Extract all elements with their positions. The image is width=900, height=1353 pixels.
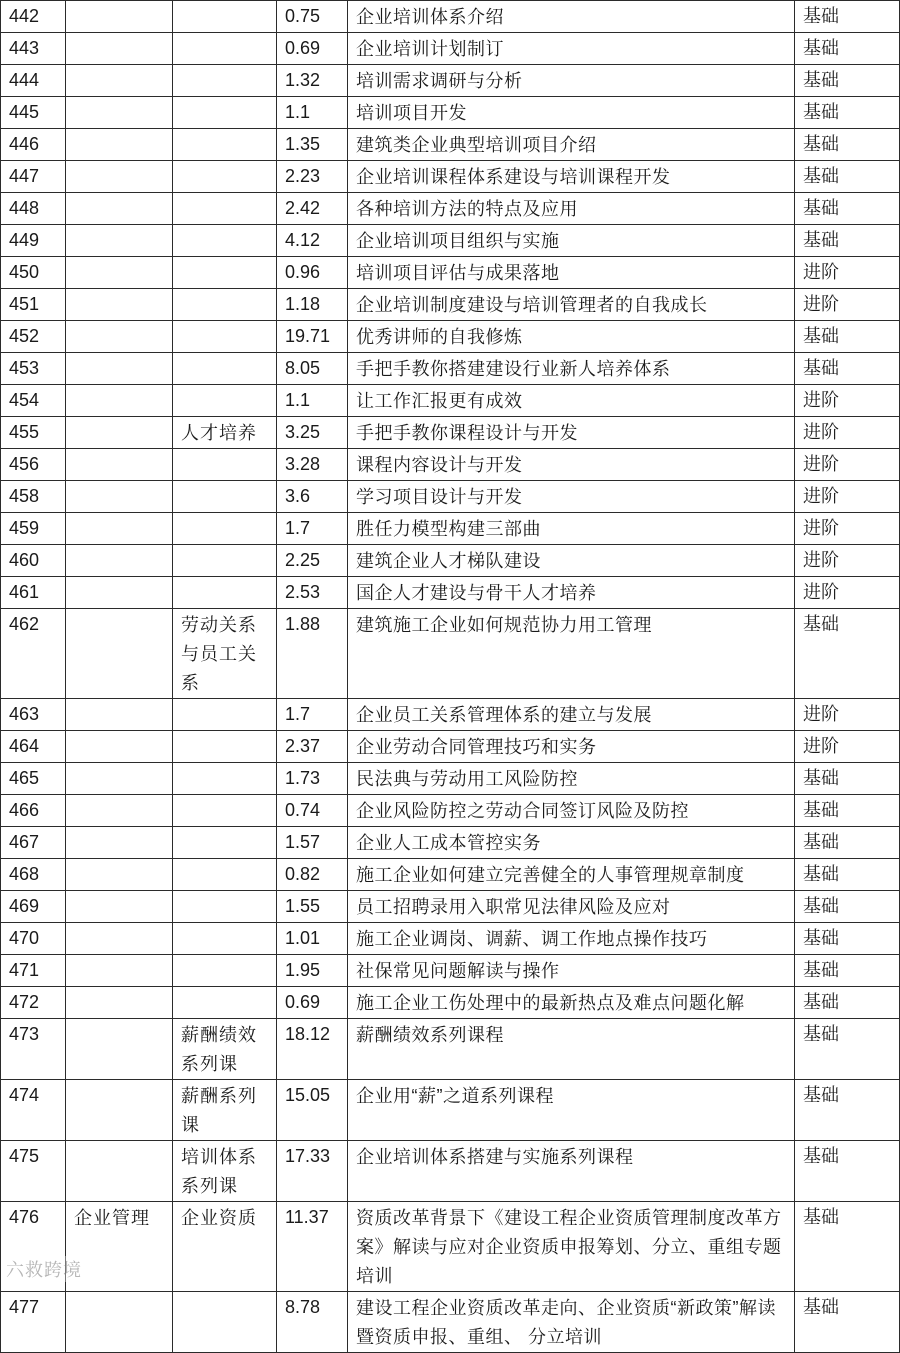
course-title-cell: 培训项目评估与成果落地 bbox=[348, 257, 795, 289]
row-id-cell: 444 bbox=[1, 65, 66, 97]
subcategory-cell bbox=[173, 161, 277, 193]
table-row bbox=[1, 33, 900, 65]
hours-cell: 1.32 bbox=[277, 65, 348, 97]
subcategory-cell bbox=[173, 257, 277, 289]
level-cell: 基础 bbox=[795, 955, 900, 987]
category-cell bbox=[66, 257, 173, 289]
hours-cell: 11.37 bbox=[277, 1202, 348, 1292]
table-row bbox=[1, 955, 900, 987]
category-cell bbox=[66, 1141, 173, 1202]
course-title-cell: 社保常见问题解读与操作 bbox=[348, 955, 795, 987]
category-cell bbox=[66, 129, 173, 161]
subcategory-cell bbox=[173, 955, 277, 987]
table-row bbox=[1, 1141, 900, 1202]
category-cell bbox=[66, 161, 173, 193]
level-cell: 基础 bbox=[795, 193, 900, 225]
hours-cell: 1.35 bbox=[277, 129, 348, 161]
row-id-cell: 443 bbox=[1, 33, 66, 65]
course-title-cell: 学习项目设计与开发 bbox=[348, 481, 795, 513]
hours-cell: 1.88 bbox=[277, 609, 348, 699]
subcategory-cell bbox=[173, 891, 277, 923]
row-id-cell: 469 bbox=[1, 891, 66, 923]
table-row bbox=[1, 1, 900, 33]
hours-cell: 1.7 bbox=[277, 699, 348, 731]
hours-cell: 2.23 bbox=[277, 161, 348, 193]
table-row bbox=[1, 1080, 900, 1141]
course-title-cell: 企业培训体系介绍 bbox=[348, 1, 795, 33]
category-cell bbox=[66, 859, 173, 891]
table-row bbox=[1, 353, 900, 385]
hours-cell: 1.55 bbox=[277, 891, 348, 923]
row-id-cell: 445 bbox=[1, 97, 66, 129]
hours-cell: 17.33 bbox=[277, 1141, 348, 1202]
hours-cell: 3.25 bbox=[277, 417, 348, 449]
table-row bbox=[1, 385, 900, 417]
course-title-cell: 企业培训制度建设与培训管理者的自我成长 bbox=[348, 289, 795, 321]
hours-cell: 0.96 bbox=[277, 257, 348, 289]
hours-cell: 1.1 bbox=[277, 97, 348, 129]
hours-cell: 0.69 bbox=[277, 987, 348, 1019]
level-cell: 进阶 bbox=[795, 481, 900, 513]
category-cell bbox=[66, 1, 173, 33]
subcategory-cell bbox=[173, 129, 277, 161]
category-cell bbox=[66, 417, 173, 449]
hours-cell: 2.53 bbox=[277, 577, 348, 609]
course-title-cell: 手把手教你课程设计与开发 bbox=[348, 417, 795, 449]
table-row bbox=[1, 1202, 900, 1292]
course-title-cell: 企业培训项目组织与实施 bbox=[348, 225, 795, 257]
row-id-cell: 447 bbox=[1, 161, 66, 193]
table-row bbox=[1, 763, 900, 795]
hours-cell: 0.75 bbox=[277, 1, 348, 33]
level-cell: 进阶 bbox=[795, 545, 900, 577]
row-id-cell: 460 bbox=[1, 545, 66, 577]
row-id-cell: 477 bbox=[1, 1292, 66, 1353]
hours-cell: 1.57 bbox=[277, 827, 348, 859]
category-cell bbox=[66, 353, 173, 385]
level-cell: 基础 bbox=[795, 1, 900, 33]
level-cell: 基础 bbox=[795, 859, 900, 891]
level-cell: 进阶 bbox=[795, 513, 900, 545]
table-row bbox=[1, 1019, 900, 1080]
subcategory-cell bbox=[173, 1, 277, 33]
row-id-cell: 446 bbox=[1, 129, 66, 161]
hours-cell: 15.05 bbox=[277, 1080, 348, 1141]
level-cell: 进阶 bbox=[795, 449, 900, 481]
category-cell bbox=[66, 481, 173, 513]
category-cell bbox=[66, 33, 173, 65]
course-title-cell: 施工企业如何建立完善健全的人事管理规章制度 bbox=[348, 859, 795, 891]
hours-cell: 1.18 bbox=[277, 289, 348, 321]
category-cell bbox=[66, 1019, 173, 1080]
row-id-cell: 472 bbox=[1, 987, 66, 1019]
subcategory-cell: 劳动关系与员工关系 bbox=[173, 609, 277, 699]
table-row bbox=[1, 193, 900, 225]
row-id-cell: 463 bbox=[1, 699, 66, 731]
table-row bbox=[1, 859, 900, 891]
course-title-cell: 建筑施工企业如何规范协力用工管理 bbox=[348, 609, 795, 699]
category-cell bbox=[66, 795, 173, 827]
row-id-cell: 476 bbox=[1, 1202, 66, 1292]
course-title-cell: 企业培训体系搭建与实施系列课程 bbox=[348, 1141, 795, 1202]
course-title-cell: 员工招聘录用入职常见法律风险及应对 bbox=[348, 891, 795, 923]
subcategory-cell bbox=[173, 33, 277, 65]
category-cell bbox=[66, 321, 173, 353]
subcategory-cell bbox=[173, 1292, 277, 1353]
course-title-cell: 手把手教你搭建建设行业新人培养体系 bbox=[348, 353, 795, 385]
category-cell: 企业管理 bbox=[66, 1202, 173, 1292]
course-title-cell: 企业用“薪”之道系列课程 bbox=[348, 1080, 795, 1141]
category-cell bbox=[66, 289, 173, 321]
level-cell: 基础 bbox=[795, 1292, 900, 1353]
level-cell: 基础 bbox=[795, 923, 900, 955]
row-id-cell: 473 bbox=[1, 1019, 66, 1080]
row-id-cell: 465 bbox=[1, 763, 66, 795]
table-row bbox=[1, 289, 900, 321]
subcategory-cell bbox=[173, 731, 277, 763]
table-row bbox=[1, 481, 900, 513]
category-cell bbox=[66, 449, 173, 481]
hours-cell: 19.71 bbox=[277, 321, 348, 353]
hours-cell: 18.12 bbox=[277, 1019, 348, 1080]
course-title-cell: 胜任力模型构建三部曲 bbox=[348, 513, 795, 545]
course-title-cell: 优秀讲师的自我修炼 bbox=[348, 321, 795, 353]
level-cell: 进阶 bbox=[795, 731, 900, 763]
level-cell: 基础 bbox=[795, 225, 900, 257]
row-id-cell: 471 bbox=[1, 955, 66, 987]
course-title-cell: 各种培训方法的特点及应用 bbox=[348, 193, 795, 225]
category-cell bbox=[66, 699, 173, 731]
subcategory-cell: 薪酬绩效系列课 bbox=[173, 1019, 277, 1080]
course-title-cell: 建筑类企业典型培训项目介绍 bbox=[348, 129, 795, 161]
category-cell bbox=[66, 513, 173, 545]
category-cell bbox=[66, 65, 173, 97]
level-cell: 基础 bbox=[795, 827, 900, 859]
hours-cell: 2.37 bbox=[277, 731, 348, 763]
level-cell: 基础 bbox=[795, 1019, 900, 1080]
category-cell bbox=[66, 1080, 173, 1141]
course-title-cell: 培训项目开发 bbox=[348, 97, 795, 129]
row-id-cell: 449 bbox=[1, 225, 66, 257]
level-cell: 基础 bbox=[795, 353, 900, 385]
subcategory-cell: 薪酬系列课 bbox=[173, 1080, 277, 1141]
category-cell bbox=[66, 385, 173, 417]
subcategory-cell bbox=[173, 385, 277, 417]
subcategory-cell bbox=[173, 289, 277, 321]
subcategory-cell bbox=[173, 321, 277, 353]
subcategory-cell: 人才培养 bbox=[173, 417, 277, 449]
hours-cell: 0.74 bbox=[277, 795, 348, 827]
course-title-cell: 企业风险防控之劳动合同签订风险及防控 bbox=[348, 795, 795, 827]
level-cell: 进阶 bbox=[795, 417, 900, 449]
table-row bbox=[1, 987, 900, 1019]
row-id-cell: 458 bbox=[1, 481, 66, 513]
course-title-cell: 课程内容设计与开发 bbox=[348, 449, 795, 481]
course-title-cell: 建筑企业人才梯队建设 bbox=[348, 545, 795, 577]
watermark-logo: 六救跨境 bbox=[6, 1256, 82, 1282]
level-cell: 进阶 bbox=[795, 289, 900, 321]
subcategory-cell bbox=[173, 859, 277, 891]
hours-cell: 4.12 bbox=[277, 225, 348, 257]
subcategory-cell bbox=[173, 193, 277, 225]
table-row bbox=[1, 225, 900, 257]
subcategory-cell bbox=[173, 65, 277, 97]
level-cell: 进阶 bbox=[795, 385, 900, 417]
category-cell bbox=[66, 609, 173, 699]
course-title-cell: 资质改革背景下《建设工程企业资质管理制度改革方案》解读与应对企业资质申报筹划、分立、重组专题培训 bbox=[348, 1202, 795, 1292]
row-id-cell: 456 bbox=[1, 449, 66, 481]
table-row bbox=[1, 1292, 900, 1353]
level-cell: 基础 bbox=[795, 987, 900, 1019]
table-row bbox=[1, 577, 900, 609]
level-cell: 进阶 bbox=[795, 577, 900, 609]
course-title-cell: 企业员工关系管理体系的建立与发展 bbox=[348, 699, 795, 731]
level-cell: 基础 bbox=[795, 97, 900, 129]
row-id-cell: 464 bbox=[1, 731, 66, 763]
category-cell bbox=[66, 731, 173, 763]
course-title-cell: 企业人工成本管控实务 bbox=[348, 827, 795, 859]
table-row bbox=[1, 65, 900, 97]
category-cell bbox=[66, 955, 173, 987]
row-id-cell: 475 bbox=[1, 1141, 66, 1202]
table-row bbox=[1, 731, 900, 763]
table-row bbox=[1, 161, 900, 193]
row-id-cell: 448 bbox=[1, 193, 66, 225]
subcategory-cell bbox=[173, 577, 277, 609]
course-title-cell: 施工企业调岗、调薪、调工作地点操作技巧 bbox=[348, 923, 795, 955]
hours-cell: 3.28 bbox=[277, 449, 348, 481]
category-cell bbox=[66, 1292, 173, 1353]
subcategory-cell bbox=[173, 795, 277, 827]
row-id-cell: 467 bbox=[1, 827, 66, 859]
subcategory-cell bbox=[173, 923, 277, 955]
course-title-cell: 薪酬绩效系列课程 bbox=[348, 1019, 795, 1080]
table-body bbox=[1, 1, 900, 1353]
level-cell: 基础 bbox=[795, 129, 900, 161]
row-id-cell: 470 bbox=[1, 923, 66, 955]
category-cell bbox=[66, 923, 173, 955]
table-row bbox=[1, 257, 900, 289]
category-cell bbox=[66, 97, 173, 129]
course-title-cell: 民法典与劳动用工风险防控 bbox=[348, 763, 795, 795]
table-row bbox=[1, 129, 900, 161]
table-row bbox=[1, 449, 900, 481]
row-id-cell: 459 bbox=[1, 513, 66, 545]
level-cell: 基础 bbox=[795, 891, 900, 923]
row-id-cell: 466 bbox=[1, 795, 66, 827]
subcategory-cell: 培训体系系列课 bbox=[173, 1141, 277, 1202]
subcategory-cell bbox=[173, 481, 277, 513]
subcategory-cell bbox=[173, 545, 277, 577]
subcategory-cell: 企业资质 bbox=[173, 1202, 277, 1292]
hours-cell: 2.42 bbox=[277, 193, 348, 225]
category-cell bbox=[66, 987, 173, 1019]
table-row bbox=[1, 891, 900, 923]
row-id-cell: 442 bbox=[1, 1, 66, 33]
level-cell: 基础 bbox=[795, 161, 900, 193]
hours-cell: 1.7 bbox=[277, 513, 348, 545]
row-id-cell: 450 bbox=[1, 257, 66, 289]
level-cell: 进阶 bbox=[795, 699, 900, 731]
category-cell bbox=[66, 577, 173, 609]
level-cell: 基础 bbox=[795, 763, 900, 795]
level-cell: 基础 bbox=[795, 65, 900, 97]
course-title-cell: 建设工程企业资质改革走向、企业资质“新政策”解读暨资质申报、重组、 分立培训 bbox=[348, 1292, 795, 1353]
course-title-cell: 培训需求调研与分析 bbox=[348, 65, 795, 97]
category-cell bbox=[66, 763, 173, 795]
table-row bbox=[1, 513, 900, 545]
row-id-cell: 454 bbox=[1, 385, 66, 417]
row-id-cell: 462 bbox=[1, 609, 66, 699]
row-id-cell: 474 bbox=[1, 1080, 66, 1141]
hours-cell: 2.25 bbox=[277, 545, 348, 577]
category-cell bbox=[66, 193, 173, 225]
course-title-cell: 企业劳动合同管理技巧和实务 bbox=[348, 731, 795, 763]
row-id-cell: 468 bbox=[1, 859, 66, 891]
hours-cell: 3.6 bbox=[277, 481, 348, 513]
level-cell: 基础 bbox=[795, 1080, 900, 1141]
subcategory-cell bbox=[173, 699, 277, 731]
subcategory-cell bbox=[173, 449, 277, 481]
subcategory-cell bbox=[173, 987, 277, 1019]
course-title-cell: 企业培训计划制订 bbox=[348, 33, 795, 65]
category-cell bbox=[66, 225, 173, 257]
course-title-cell: 让工作汇报更有成效 bbox=[348, 385, 795, 417]
hours-cell: 8.78 bbox=[277, 1292, 348, 1353]
subcategory-cell bbox=[173, 827, 277, 859]
row-id-cell: 452 bbox=[1, 321, 66, 353]
level-cell: 基础 bbox=[795, 33, 900, 65]
hours-cell: 1.73 bbox=[277, 763, 348, 795]
table-row bbox=[1, 321, 900, 353]
table-row bbox=[1, 923, 900, 955]
course-title-cell: 企业培训课程体系建设与培训课程开发 bbox=[348, 161, 795, 193]
hours-cell: 0.69 bbox=[277, 33, 348, 65]
table-row bbox=[1, 545, 900, 577]
hours-cell: 1.95 bbox=[277, 955, 348, 987]
level-cell: 基础 bbox=[795, 609, 900, 699]
row-id-cell: 453 bbox=[1, 353, 66, 385]
row-id-cell: 451 bbox=[1, 289, 66, 321]
subcategory-cell bbox=[173, 763, 277, 795]
category-cell bbox=[66, 891, 173, 923]
subcategory-cell bbox=[173, 513, 277, 545]
course-title-cell: 国企人才建设与骨干人才培养 bbox=[348, 577, 795, 609]
table-row bbox=[1, 609, 900, 699]
row-id-cell: 461 bbox=[1, 577, 66, 609]
category-cell bbox=[66, 545, 173, 577]
subcategory-cell bbox=[173, 97, 277, 129]
table-row bbox=[1, 699, 900, 731]
hours-cell: 1.1 bbox=[277, 385, 348, 417]
level-cell: 进阶 bbox=[795, 257, 900, 289]
level-cell: 基础 bbox=[795, 1141, 900, 1202]
hours-cell: 8.05 bbox=[277, 353, 348, 385]
hours-cell: 0.82 bbox=[277, 859, 348, 891]
level-cell: 基础 bbox=[795, 795, 900, 827]
table-row bbox=[1, 827, 900, 859]
course-title-cell: 施工企业工伤处理中的最新热点及难点问题化解 bbox=[348, 987, 795, 1019]
level-cell: 基础 bbox=[795, 1202, 900, 1292]
table-row bbox=[1, 795, 900, 827]
row-id-cell: 455 bbox=[1, 417, 66, 449]
level-cell: 基础 bbox=[795, 321, 900, 353]
category-cell bbox=[66, 827, 173, 859]
hours-cell: 1.01 bbox=[277, 923, 348, 955]
table-row bbox=[1, 97, 900, 129]
subcategory-cell bbox=[173, 353, 277, 385]
table-row bbox=[1, 417, 900, 449]
subcategory-cell bbox=[173, 225, 277, 257]
